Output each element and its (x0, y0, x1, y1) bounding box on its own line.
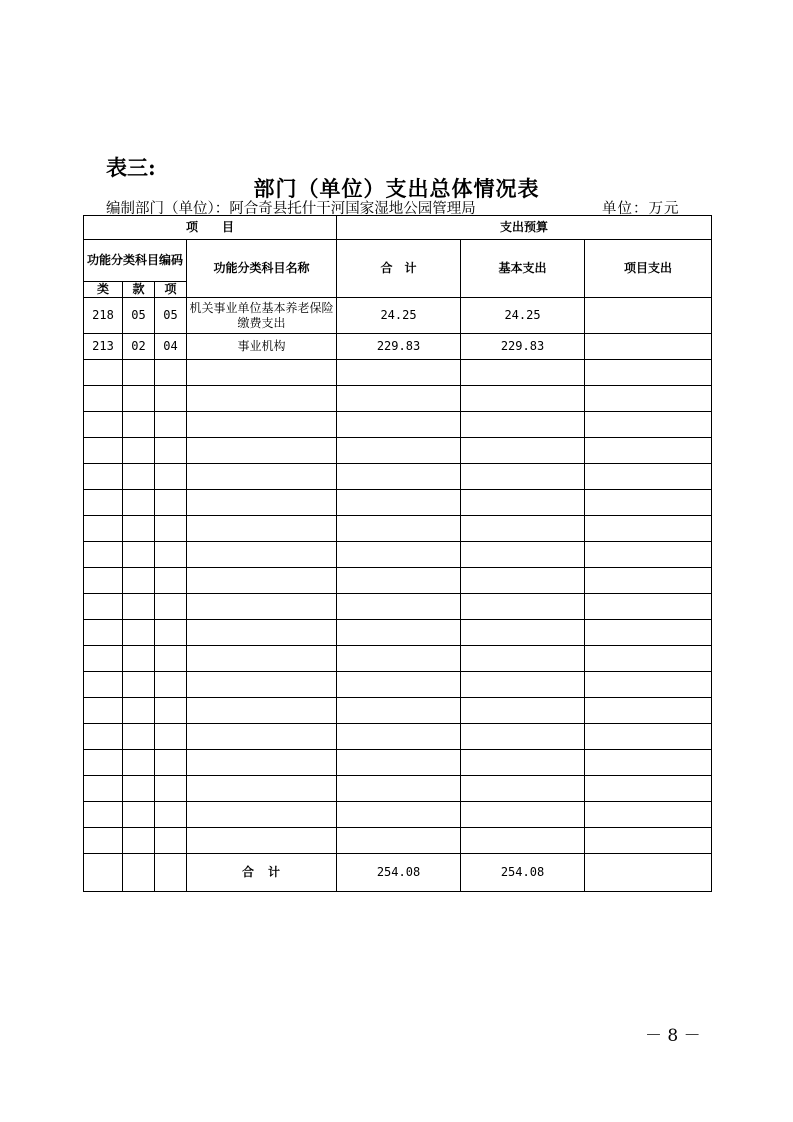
header-total: 合 计 (337, 240, 461, 298)
cell-kuan (123, 594, 155, 620)
cell-project (585, 828, 712, 854)
cell-xiang: 05 (155, 298, 187, 334)
cell-lei (84, 568, 123, 594)
cell-xiang (155, 490, 187, 516)
cell-lei (84, 412, 123, 438)
cell-lei (84, 464, 123, 490)
cell-name (187, 802, 337, 828)
header-lei: 类 (84, 282, 123, 298)
cell-name (187, 724, 337, 750)
table-row (84, 438, 712, 464)
unit-note: 单位：万元 (602, 201, 680, 217)
cell-lei (84, 438, 123, 464)
cell-xiang (155, 724, 187, 750)
cell-xiang (155, 438, 187, 464)
cell-total (337, 516, 461, 542)
cell-kuan (123, 360, 155, 386)
cell-basic (461, 360, 585, 386)
totals-empty-cell (84, 854, 123, 892)
header-project: 项目支出 (585, 240, 712, 298)
cell-total: 229.83 (337, 334, 461, 360)
cell-xiang: 04 (155, 334, 187, 360)
cell-kuan (123, 568, 155, 594)
header-name: 功能分类科目名称 (187, 240, 337, 298)
cell-total (337, 438, 461, 464)
cell-kuan (123, 542, 155, 568)
compiling-department: 编制部门（单位）：阿合奇县托什干河国家湿地公园管理局 (106, 201, 476, 217)
table-row (84, 568, 712, 594)
cell-xiang (155, 360, 187, 386)
cell-lei (84, 776, 123, 802)
table-row (84, 802, 712, 828)
totals-row (84, 854, 712, 892)
cell-name (187, 672, 337, 698)
cell-lei (84, 646, 123, 672)
cell-project (585, 334, 712, 360)
cell-basic (461, 542, 585, 568)
cell-total (337, 490, 461, 516)
table-label: 表三: (106, 155, 156, 180)
table-row (84, 298, 712, 334)
cell-kuan (123, 386, 155, 412)
cell-lei (84, 672, 123, 698)
cell-basic (461, 386, 585, 412)
cell-basic (461, 568, 585, 594)
cell-basic (461, 646, 585, 672)
totals-label: 合 计 (187, 854, 337, 892)
cell-xiang (155, 386, 187, 412)
cell-total (337, 620, 461, 646)
cell-total (337, 750, 461, 776)
cell-xiang (155, 594, 187, 620)
cell-lei: 213 (84, 334, 123, 360)
table-row (84, 464, 712, 490)
cell-name: 机关事业单位基本养老保险缴费支出 (187, 298, 337, 334)
cell-project (585, 516, 712, 542)
cell-kuan (123, 516, 155, 542)
cell-lei (84, 542, 123, 568)
cell-xiang (155, 672, 187, 698)
cell-total (337, 464, 461, 490)
cell-name (187, 750, 337, 776)
cell-kuan: 05 (123, 298, 155, 334)
cell-kuan (123, 724, 155, 750)
table-row (84, 334, 712, 360)
cell-kuan (123, 828, 155, 854)
table-row (84, 412, 712, 438)
cell-basic (461, 776, 585, 802)
cell-total (337, 594, 461, 620)
cell-kuan (123, 464, 155, 490)
cell-lei (84, 360, 123, 386)
page-number: － 8 － (645, 1026, 701, 1046)
cell-kuan (123, 490, 155, 516)
table-row (84, 594, 712, 620)
cell-lei (84, 620, 123, 646)
cell-kuan (123, 672, 155, 698)
cell-basic (461, 516, 585, 542)
cell-kuan (123, 438, 155, 464)
cell-basic (461, 464, 585, 490)
cell-project (585, 298, 712, 334)
cell-xiang (155, 412, 187, 438)
cell-total (337, 568, 461, 594)
cell-lei (84, 724, 123, 750)
table-row (84, 750, 712, 776)
cell-kuan (123, 620, 155, 646)
cell-basic (461, 490, 585, 516)
cell-total (337, 672, 461, 698)
cell-basic (461, 438, 585, 464)
cell-xiang (155, 542, 187, 568)
header-basic: 基本支出 (461, 240, 585, 298)
cell-name (187, 516, 337, 542)
cell-xiang (155, 568, 187, 594)
cell-project (585, 412, 712, 438)
header-budget: 支出预算 (337, 216, 712, 240)
totals-basic: 254.08 (461, 854, 585, 892)
page-title: 部门（单位）支出总体情况表 (253, 176, 540, 201)
table-row (84, 646, 712, 672)
cell-name (187, 360, 337, 386)
cell-name (187, 776, 337, 802)
header-kuan: 款 (123, 282, 155, 298)
cell-total (337, 724, 461, 750)
cell-basic (461, 750, 585, 776)
cell-project (585, 490, 712, 516)
cell-total (337, 776, 461, 802)
table-row (84, 776, 712, 802)
cell-name (187, 646, 337, 672)
cell-name (187, 620, 337, 646)
cell-kuan (123, 646, 155, 672)
cell-total: 24.25 (337, 298, 461, 334)
cell-total (337, 828, 461, 854)
table-row (84, 672, 712, 698)
cell-lei (84, 490, 123, 516)
cell-project (585, 698, 712, 724)
cell-total (337, 698, 461, 724)
cell-name: 事业机构 (187, 334, 337, 360)
cell-project (585, 568, 712, 594)
cell-project (585, 464, 712, 490)
cell-project (585, 438, 712, 464)
table-row (84, 516, 712, 542)
cell-project (585, 620, 712, 646)
cell-kuan (123, 698, 155, 724)
cell-project (585, 386, 712, 412)
cell-name (187, 412, 337, 438)
cell-xiang (155, 516, 187, 542)
cell-lei (84, 802, 123, 828)
cell-project (585, 672, 712, 698)
cell-project (585, 360, 712, 386)
cell-project (585, 802, 712, 828)
cell-basic: 24.25 (461, 298, 585, 334)
cell-basic (461, 698, 585, 724)
cell-total (337, 386, 461, 412)
table-row (84, 828, 712, 854)
cell-basic (461, 412, 585, 438)
cell-basic (461, 620, 585, 646)
cell-kuan (123, 412, 155, 438)
cell-lei (84, 698, 123, 724)
cell-lei (84, 594, 123, 620)
cell-project (585, 542, 712, 568)
table-row (84, 386, 712, 412)
cell-xiang (155, 776, 187, 802)
cell-xiang (155, 750, 187, 776)
table-row (84, 360, 712, 386)
header-xiang: 项 (155, 282, 187, 298)
header-code: 功能分类科目编码 (84, 240, 187, 282)
cell-xiang (155, 828, 187, 854)
cell-xiang (155, 802, 187, 828)
table-row (84, 724, 712, 750)
cell-basic (461, 724, 585, 750)
cell-project (585, 750, 712, 776)
cell-kuan (123, 776, 155, 802)
cell-name (187, 386, 337, 412)
cell-xiang (155, 646, 187, 672)
totals-empty-cell (123, 854, 155, 892)
cell-name (187, 542, 337, 568)
cell-kuan (123, 750, 155, 776)
cell-basic (461, 802, 585, 828)
table-row (84, 620, 712, 646)
table-row (84, 698, 712, 724)
table-row (84, 542, 712, 568)
cell-project (585, 594, 712, 620)
cell-name (187, 828, 337, 854)
cell-total (337, 542, 461, 568)
cell-project (585, 724, 712, 750)
cell-name (187, 698, 337, 724)
cell-lei: 218 (84, 298, 123, 334)
cell-name (187, 438, 337, 464)
cell-lei (84, 828, 123, 854)
table-row (84, 490, 712, 516)
totals-total: 254.08 (337, 854, 461, 892)
cell-name (187, 568, 337, 594)
cell-lei (84, 386, 123, 412)
cell-total (337, 802, 461, 828)
totals-project (585, 854, 712, 892)
cell-kuan: 02 (123, 334, 155, 360)
cell-total (337, 360, 461, 386)
cell-project (585, 646, 712, 672)
cell-xiang (155, 464, 187, 490)
cell-xiang (155, 698, 187, 724)
cell-lei (84, 516, 123, 542)
header-item: 项 目 (84, 216, 337, 240)
expenditure-table (83, 215, 712, 892)
cell-total (337, 412, 461, 438)
cell-name (187, 490, 337, 516)
cell-kuan (123, 802, 155, 828)
totals-empty-cell (155, 854, 187, 892)
cell-project (585, 776, 712, 802)
cell-name (187, 594, 337, 620)
cell-lei (84, 750, 123, 776)
cell-basic (461, 828, 585, 854)
cell-total (337, 646, 461, 672)
cell-name (187, 464, 337, 490)
cell-basic (461, 594, 585, 620)
cell-basic: 229.83 (461, 334, 585, 360)
cell-basic (461, 672, 585, 698)
cell-xiang (155, 620, 187, 646)
